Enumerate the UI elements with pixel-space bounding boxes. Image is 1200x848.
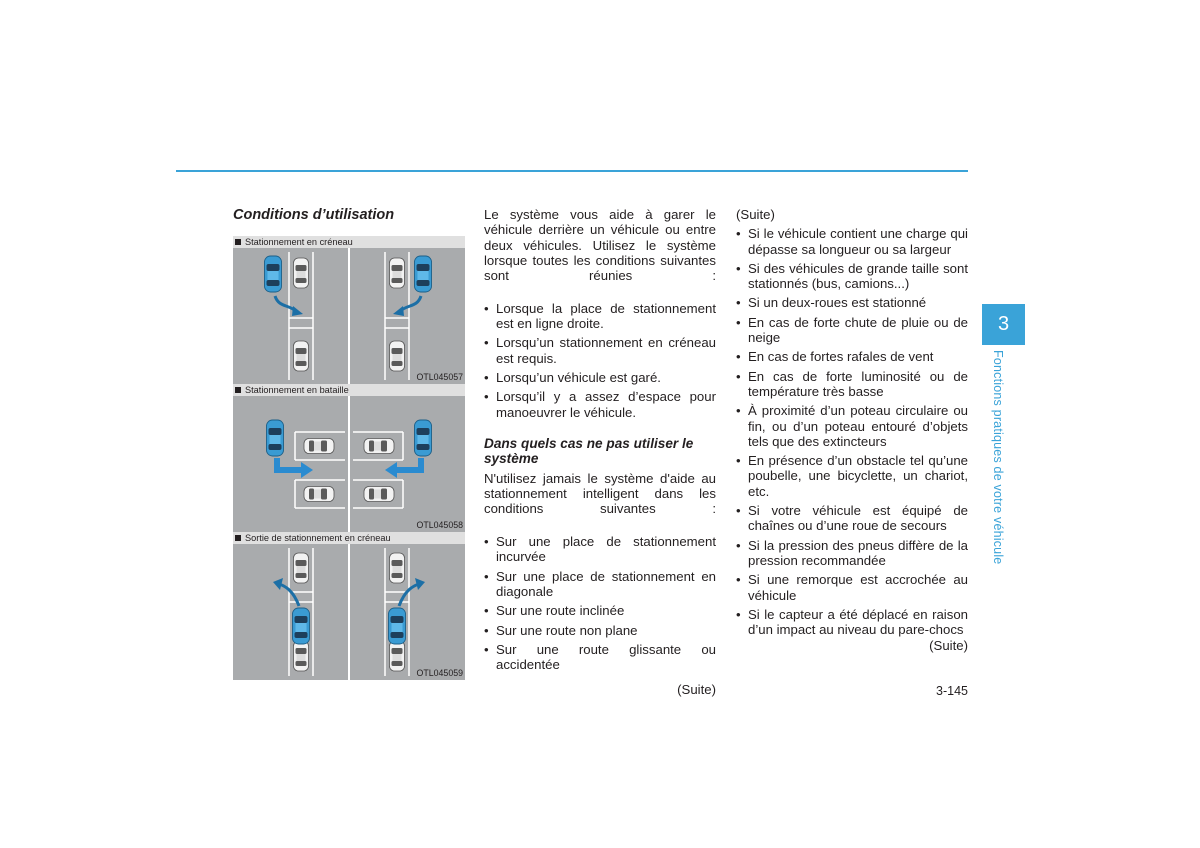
figure-caption-3: Sortie de stationnement en créneau (233, 532, 465, 544)
list-item: • En cas de fortes rafales de vent (736, 349, 968, 364)
list-item: • Si le capteur a été déplacé en raison d’un impact au niveau du pare-chocs (736, 607, 968, 638)
continued-label: (Suite) (736, 207, 775, 222)
section-title: Conditions d’utilisation (233, 207, 395, 223)
list-item: • Lorsqu’il y a assez d’espace pour manoeuvrer le véhicule. (484, 389, 716, 420)
continued-label: (Suite) (677, 682, 716, 698)
exclusions-list-continued (736, 226, 968, 637)
exclusions-list (484, 534, 716, 672)
figure-exit-parking (233, 544, 465, 680)
square-bullet-icon (235, 535, 241, 541)
subsection-intro: N'utilisez jamais le système d'aide au stationnement intelligent dans les conditions suivantes : (484, 470, 716, 517)
list-item: • En présence d’un obstacle tel qu’une poubelle, une bicyclette, un chariot, etc. (736, 453, 968, 499)
list-item: • Sur une place de stationnement incurvée (484, 534, 716, 565)
figure-perpendicular-parking (233, 396, 465, 532)
figure-parallel-parking (233, 248, 465, 384)
list-item: • En cas de forte chute de pluie ou de neige (736, 315, 968, 346)
list-item: • À proximité d’un poteau circulaire ou fin, ou d’un poteau entouré d’objets tels que des extincteurs (736, 403, 968, 449)
page-number: 3-145 (936, 684, 968, 698)
figure-code: OTL045059 (416, 668, 463, 678)
list-item: • Si des véhicules de grande taille sont stationnés (bus, camions...) (736, 261, 968, 292)
exit-parking-illustration (233, 544, 465, 680)
chapter-side-label: Fonctions pratiques de votre véhicule (991, 350, 1005, 565)
square-bullet-icon (235, 239, 241, 245)
right-column (736, 207, 968, 654)
parallel-parking-illustration (233, 248, 465, 384)
list-item: • En cas de forte luminosité ou de température très basse (736, 369, 968, 400)
figure-code: OTL045057 (416, 372, 463, 382)
list-item: • Si un deux-roues est stationné (736, 295, 968, 310)
perpendicular-parking-illustration (233, 396, 465, 532)
figure-caption-2: Stationnement en bataille (233, 384, 465, 396)
list-item: • Si la pression des pneus diffère de la pression recommandée (736, 538, 968, 569)
list-item: • Sur une route glissante ou accidentée (484, 642, 716, 673)
header-rule (176, 170, 968, 172)
list-item: • Si une remorque est accrochée au véhicule (736, 572, 968, 603)
list-item: • Lorsqu’un véhicule est garé. (484, 370, 716, 385)
conditions-list (484, 301, 716, 420)
continued-label: (Suite) (929, 638, 968, 654)
figure-caption-1: Stationnement en créneau (233, 236, 465, 248)
subsection-title: Dans quels cas ne pas utiliser le système (484, 435, 694, 467)
list-item: • Sur une route inclinée (484, 603, 716, 618)
left-column (233, 205, 465, 680)
intro-paragraph: Le système vous aide à garer le véhicule derrière un véhicule ou entre deux véhicules. Utilisez le système lorsque toutes les conditions suivantes sont réunies : (484, 207, 716, 284)
list-item: • Sur une route non plane (484, 623, 716, 638)
square-bullet-icon (235, 387, 241, 393)
middle-column (484, 207, 716, 698)
list-item: • Si votre véhicule est équipé de chaînes ou d’une roue de secours (736, 503, 968, 534)
list-item: • Si le véhicule contient une charge qui dépasse sa longueur ou sa largeur (736, 226, 968, 257)
list-item: • Lorsqu’un stationnement en créneau est requis. (484, 335, 716, 366)
list-item: • Lorsque la place de stationnement est en ligne droite. (484, 301, 716, 332)
figure-code: OTL045058 (416, 520, 463, 530)
chapter-tab: 3 (982, 304, 1025, 345)
list-item: • Sur une place de stationnement en diagonale (484, 569, 716, 600)
